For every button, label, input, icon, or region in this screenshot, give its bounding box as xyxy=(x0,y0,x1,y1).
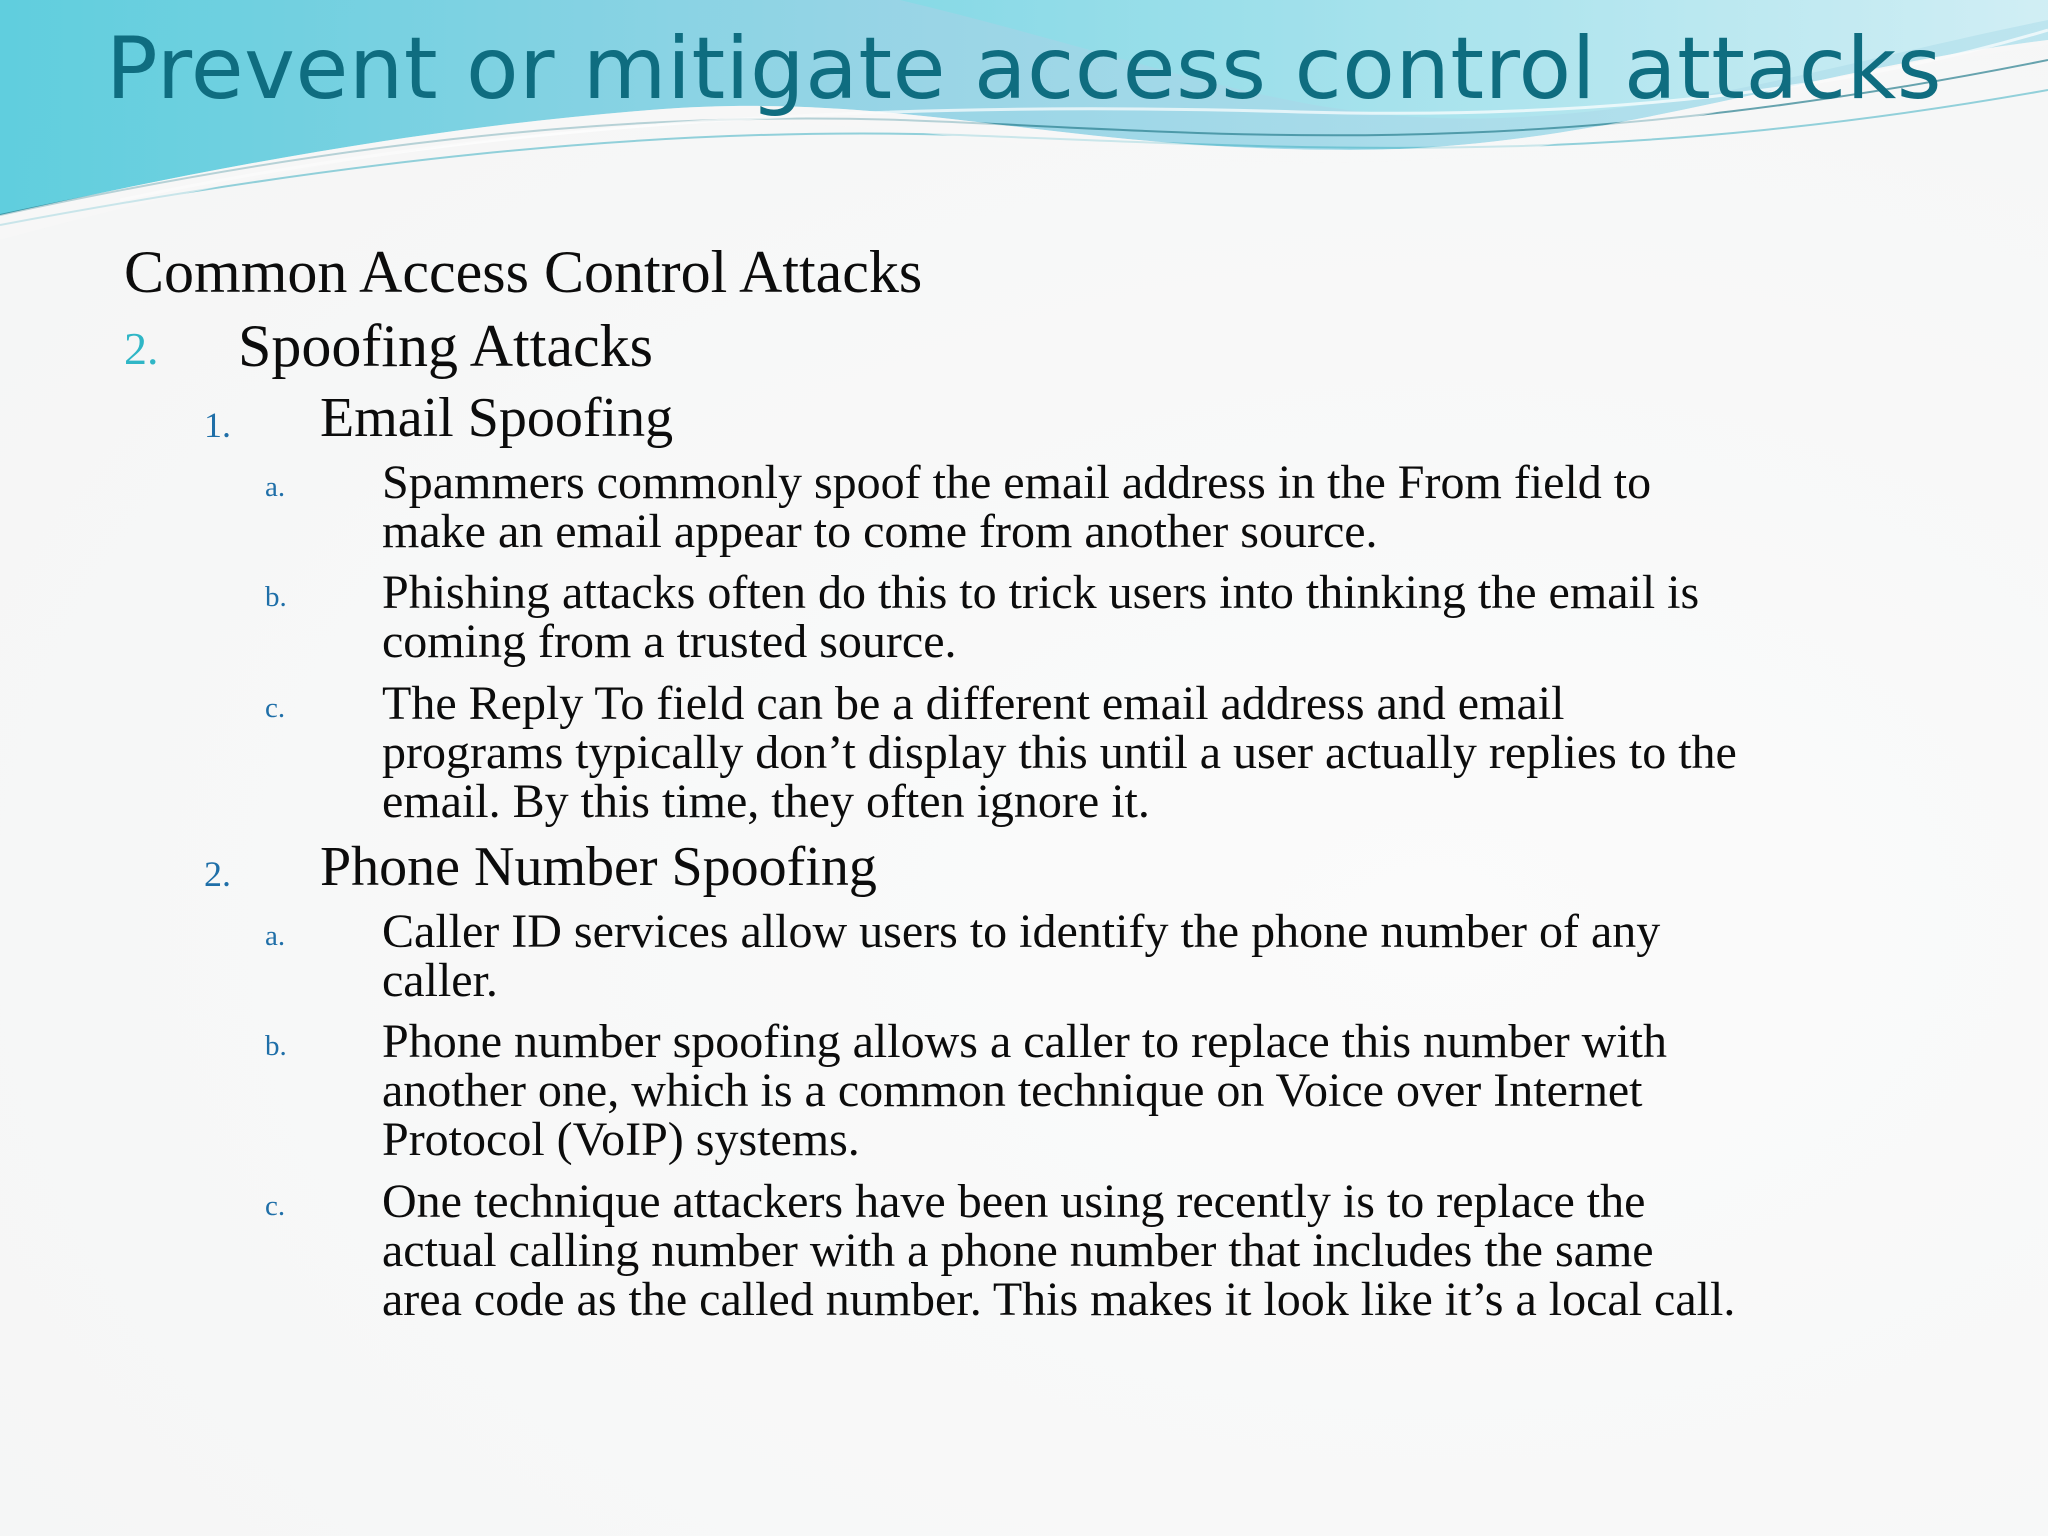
slide-title: Prevent or mitigate access control attacks xyxy=(105,19,1943,119)
section-number: 2. xyxy=(124,323,159,374)
content-heading: Common Access Control Attacks xyxy=(124,239,923,305)
item-marker: a. xyxy=(265,471,286,503)
item-marker: b. xyxy=(265,1030,287,1062)
section-label: Spoofing Attacks xyxy=(238,313,653,379)
item-marker: c. xyxy=(265,1190,286,1222)
item-text: Phone number spoofing allows a caller to replace this number with another one, which is a common technique on Voice over Internet Protocol (VoIP) systems. xyxy=(382,1015,1668,1166)
subsection-number: 1. xyxy=(204,405,231,445)
item-marker: b. xyxy=(265,581,287,613)
item-text: Spammers commonly spoof the email address in the From field to make an email appear to come from another source. xyxy=(382,456,1652,558)
subsection-number: 2. xyxy=(204,854,231,894)
subsection-label: Phone Number Spoofing xyxy=(320,836,877,898)
item-text: The Reply To field can be a different email address and email programs typically don’t display this until a user actually replies to the email. By this time, they often ignore it. xyxy=(382,677,1737,828)
subsection-label: Email Spoofing xyxy=(320,387,674,449)
item-text: One technique attackers have been using recently is to replace the actual calling number with a phone number that includes the same area code as the called number. This makes it look like it’s a local call. xyxy=(382,1175,1736,1326)
item-text: Phishing attacks often do this to trick users into thinking the email is coming from a trusted source. xyxy=(382,566,1700,668)
item-marker: c. xyxy=(265,692,286,724)
item-text: Caller ID services allow users to identify the phone number of any caller. xyxy=(382,905,1661,1007)
item-marker: a. xyxy=(265,920,286,952)
